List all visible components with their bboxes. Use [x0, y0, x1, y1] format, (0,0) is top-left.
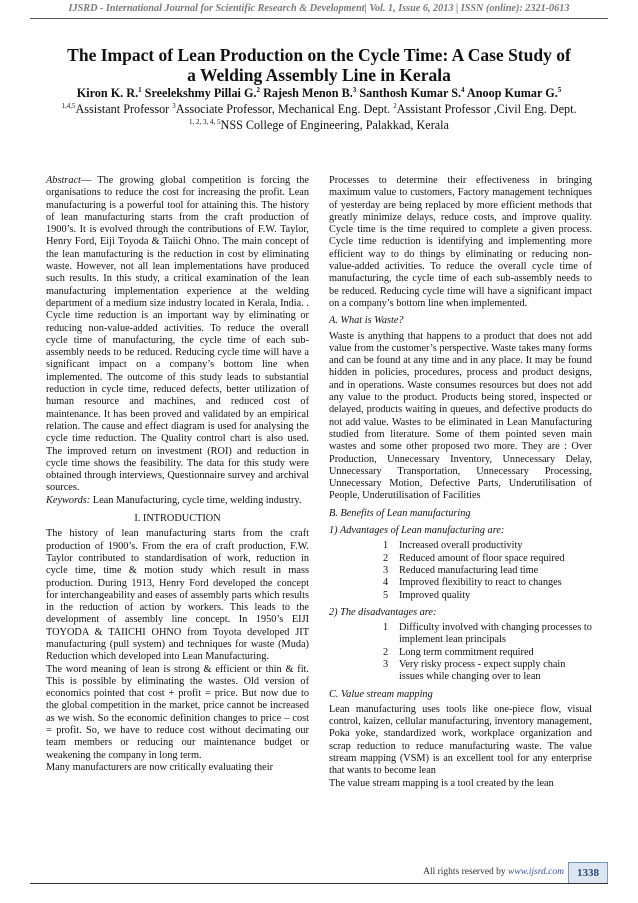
- list-item: 2 Long term commitment required: [383, 646, 534, 658]
- author-3-sup: 3: [352, 86, 357, 94]
- abstract-label: Abstract: [46, 175, 81, 186]
- rights-text: All rights reserved by: [423, 867, 509, 877]
- abstract: [46, 175, 309, 495]
- list-item: 1 Difficulty involved with changing processes to implement lean principals: [383, 622, 592, 646]
- disadvantages-heading: 2) The disadvantages are:: [329, 606, 437, 618]
- paper-title: [50, 45, 588, 85]
- author-4: Santhosh Kumar S.: [359, 86, 462, 101]
- keywords: [46, 495, 309, 507]
- list-item: 2 Reduced amount of floor space required: [383, 552, 565, 564]
- footer-rule: [30, 883, 608, 884]
- intro-heading: I. INTRODUCTION: [134, 513, 221, 525]
- running-header: IJSRD - International Journal for Scientific Research & Development| Vol. 1, Issue 6, 2013 | ISSN (online): 2321-0613: [68, 3, 570, 14]
- page-number: 1338: [568, 862, 608, 884]
- list-item: 1 Increased overall productivity: [383, 540, 523, 552]
- intro-paragraph-2: The word meaning of lean is strong & efficient or thin & fit. This is possible by eliminating the wastes. Old version of economics pointed that cost + profit = price. But now due to the global competition in the market, price cannot be increased as we wish. So the economic definition changes to price – cost = profit. So, we have to reduce cost without decimating our team members or reducing our maintenance budget or weakening the company in long term.: [46, 663, 309, 761]
- author-5: Anoop Kumar G.: [466, 86, 558, 101]
- intro-paragraph-1: The history of lean manufacturing starts from the craft production of 1900’s. From the era of craft production, F.W. Taylor contributed to standardisation of work, reduction in cycle time, time & motion study which result in mass production. During 1913, Henry Ford developed the concept for interchangeability and eases of assembly parts which results in the reduction of action by workers. This leads to the development of assembly line concept. In 1950’s EIJI TOYODA & TAIICHI OHNO from Toyota developed JIT manufacturing (pull system) and techniques for waste (Muda) Reduction which developed into Lean Manufacturing.: [46, 528, 309, 663]
- keywords-label: Keywords:: [46, 494, 91, 506]
- page-footer: [30, 862, 608, 884]
- process-paragraph: Processes to determine their effectiveness in bringing maximum value to customers, Factory management techniques of yesterday are being replaced by more efficient methods that greatly minimize delays, reduce costs, and improve quality. Cycle time is the time required to complete a given process. Cycle time reduction is identifying and implementing more efficient way to do things by eliminating or reducing non-value-added activities. To reduce the overall cycle time of manufacturing, the cycle time of each sub-assembly needs to be reduced. Reducing cycle time will have a significant impact on a company’s bottom line when implemented.: [329, 175, 592, 309]
- right-column: [329, 175, 592, 790]
- list-item: 4 Improved flexibility to react to changes: [383, 577, 562, 589]
- affil-role-2: Associate Professor, Mechanical Eng. Dept.: [175, 102, 394, 117]
- section-b-heading: B. Benefits of Lean manufacturing: [329, 507, 471, 519]
- intro-paragraph-3: Many manufacturers are now critically evaluating their: [46, 761, 274, 773]
- copyright-notice: [423, 867, 564, 877]
- affil-sup-2: 3: [172, 102, 176, 110]
- author-1: Kiron K. R.: [76, 86, 139, 101]
- section-c-heading: C. Value stream mapping: [329, 688, 433, 700]
- affiliation-roles: [30, 102, 608, 117]
- list-item: 3 Very risky process - expect supply chain issues while changing over to lean: [383, 658, 566, 683]
- title-line-1: The Impact of Lean Production on the Cycle Time: A Case Study of: [67, 45, 571, 65]
- section-a-text: Waste is anything that happens to a product that does not add value from the customer’s perspective. Waste takes many forms and can be found at any time and in any place. It may be found hidden in policies, procedures, process and product designs, and in operations. Waste consumes resources but does not add any value to the product. Products being stored, inspected or delayed, products waiting in queues, and defective products do not add value. Wastes to be eliminated in Lean Manufacturing studied from literature. Some of them pointed seven main wastes and some other proposed two more. They are : Over Production, Unnecessary Inventory, Unnecessary Delay, Unnecessary Transportation, Unnecessary Processing, Unnecessary Motion, Defective Parts, Underutilisation of People, Underutilisation of Facilities: [329, 330, 592, 502]
- abstract-text: — The growing global competition is forcing the organisations to reduce the cost for increasing the profit. Lean manufacturing is a powerful tool for attaining this. The history of lean manufacturing starts from the craft production of 1900’s. It is evolved through the contributions of F.W. Taylor, Henry Ford, Eiji Toyoda & Taiichi Ohno. The main concept of the lean manufacturing is the reduction in cost by eliminating waste. However, not all lean implementations have produced such results. In this study, a critical examination of the lean manufacturing implementation experience at the welding department of a medium size industry located in Kerala, India. . Cycle time reduction is an important way by eliminating or reducing non-value-added activities. To reduce the overall cycle time of manufacturing, the cycle time of each sub-assembly needs to be reduced. Reducing cycle time will have a significant impact on a company’s bottom line when implemented. The outcome of this study leads to substantial reduction in cycle time, reduced defects, better utilization of human resource and machines, and reduced cost of maintenance. It has been proved and validated by an empirical relation. The cause and effect diagram is used for analysing the cycle time reduction. The Quality control chart is also used. The improved return on investment (ROI) and reduction in cycle time shows the feasibility. The data for this study were obtained through interviews, Questionnaire survey and archival sources.: [46, 175, 309, 494]
- affil-sup-3: 2: [393, 102, 397, 110]
- section-a-heading: A. What is Waste?: [329, 315, 404, 327]
- keywords-text: Lean Manufacturing, cycle time, welding industry.: [90, 494, 302, 506]
- affil-role-1: Assistant Professor: [75, 102, 173, 117]
- section-c-text-2: The value stream mapping is a tool created by the lean: [329, 777, 554, 789]
- author-2: Sreelekshmy Pillai G.: [144, 86, 257, 101]
- author-1-sup: 1: [138, 86, 142, 94]
- affil-role-3: Assistant Professor ,Civil Eng. Dept.: [396, 102, 577, 117]
- affil-sup-4: 1, 2, 3, 4, 5: [189, 118, 221, 126]
- advantages-list: [329, 540, 592, 601]
- list-item: 5 Improved quality: [383, 589, 471, 601]
- title-line-2: a Welding Assembly Line in Kerala: [187, 65, 451, 85]
- section-c-text: Lean manufacturing uses tools like one-piece flow, visual control, kaizen, cellular manufacturing, inventory management, Poka yoke, standardized work, workplace organization and scrap reduction to reduce manufacturing waste. The value stream mapping (VSM) is an excellent tool for any enterprise that wants to become lean: [329, 703, 592, 777]
- author-4-sup: 4: [461, 86, 465, 94]
- disadvantages-list: [329, 622, 592, 683]
- author-3: Rajesh Menon B.: [263, 86, 353, 101]
- author-list: [30, 86, 608, 101]
- college-name: NSS College of Engineering, Palakkad, Kerala: [220, 118, 449, 133]
- journal-site-link[interactable]: www.ijsrd.com: [508, 867, 564, 877]
- advantages-heading: 1) Advantages of Lean manufacturing are:: [329, 525, 505, 537]
- author-2-sup: 2: [256, 86, 261, 94]
- left-column: [46, 175, 309, 774]
- affiliation-college: [30, 118, 608, 133]
- affil-sup-1: 1,4,5: [61, 102, 76, 110]
- list-item: 3 Reduced manufacturing lead time: [383, 564, 539, 576]
- header-rule: [30, 18, 608, 19]
- author-5-sup: 5: [557, 86, 562, 94]
